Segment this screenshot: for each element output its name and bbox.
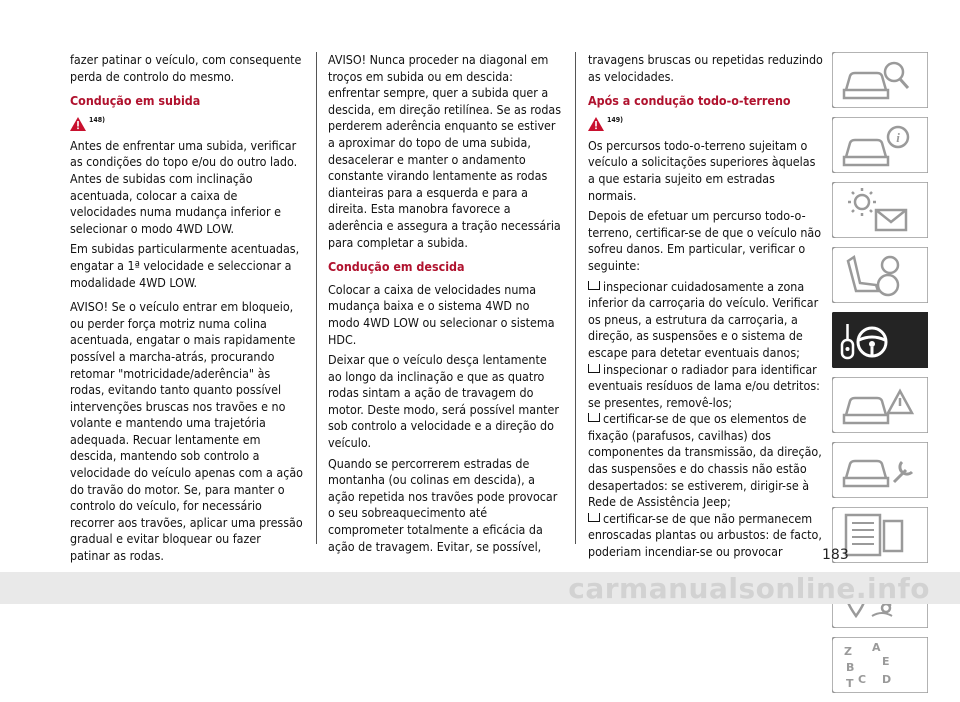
car-info-icon [832, 117, 928, 173]
bullet-icon [588, 364, 600, 373]
tab-safety[interactable] [832, 182, 928, 238]
index-letter: B [846, 661, 855, 674]
section-heading-uphill: Condução em subida [70, 93, 201, 109]
bullet-item: inspecionar cuidadosamente a zona inferior da carroçaria do veículo. Verificar os pneus, a estrutura da carroçaria, a direção, as suspensões e o sistema de escape para detetar eventuais danos; [588, 278, 819, 360]
bullet-icon [588, 281, 600, 290]
index-letter: D [882, 673, 892, 686]
bullet-item: inspecionar o radiador para identificar eventuais resíduos de lama e/ou detritos: se presentes, removê-los; [588, 361, 820, 410]
watermark-text: carmanualsonline.info [568, 572, 930, 605]
lights-message-icon [832, 182, 928, 238]
warning-reference-149[interactable] [588, 116, 824, 132]
warning-reference-148[interactable] [70, 116, 304, 132]
svg-text:i: i [896, 130, 900, 145]
tab-servicing[interactable] [832, 442, 928, 498]
watermark-bar [0, 572, 960, 604]
index-letter: Z [844, 645, 852, 658]
warning-triangle-icon [588, 117, 604, 131]
paragraph: travagens bruscas ou repetidas reduzindo as velocidades. [588, 52, 823, 84]
column-divider [575, 52, 576, 544]
bullet-item: certificar-se de que os elementos de fixação (parafusos, cavilhas) dos componentes da transmissão, da direção, das suspensões e do chassis não estão desapertados: se estiverem, dirigir-se à Rede de Assistência Jeep; [588, 411, 822, 510]
warning-triangle-icon [70, 117, 86, 131]
paragraph: AVISO! Nunca proceder na diagonal em troços em subida ou em descida: enfrentar sempre, quer a subida quer a descida, em direção retilínea. Se as rodas perderem aderência enquanto se estiver a aproximar do topo de uma subida, desacelerar e manter o andamento constante virando lentamente as rodas dianteiras para a esquerda e para a direita. Esta manobra favorece a aderência e assegura a tração necessária para completar a subida. [328, 52, 562, 250]
paragraph: AVISO! Se o veículo entrar em bloqueio, ou perder força motriz numa colina acentuada, engatar o mais rapidamente possível a marcha-atrás, procurando retomar "motricidade/aderência" às rodas, evitando tanto quanto possível intervenções bruscas nos travões e no volante e mantendo uma trajetória adequada. Recuar lentamente em descida, mantendo sob controlo a velocidade do veículo apenas com a ação do travão do motor. Se, para manter o controlo do veículo, for necessário recorrer aos travões, aplicar uma pressão gradual e evitar bloquear ou fazer patinar as rodas. [70, 299, 303, 564]
section-heading-after-offroad: Após a condução todo-o-terreno [588, 93, 791, 109]
car-warning-icon [832, 377, 928, 433]
car-wrench-icon [832, 442, 928, 498]
paragraph: Colocar a caixa de velocidades numa mudança baixa e o sistema 4WD no modo 4WD LOW ou selecionar o sistema HDC. [328, 281, 555, 347]
bullet-icon [588, 513, 600, 522]
key-steering-wheel-icon [832, 312, 928, 368]
warning-number: 149) [607, 116, 624, 125]
paragraph: Depois de efetuar um percurso todo-o-terreno, certificar-se de que o veículo não sofreu danos. Em particular, verificar o seguinte: [588, 208, 822, 273]
tab-getting-to-know-vehicle[interactable] [832, 52, 928, 108]
tab-seat-airbag[interactable] [832, 247, 928, 303]
index-letter: A [872, 641, 881, 654]
bullet-item: certificar-se de que não permanecem enroscadas plantas ou arbustos: de facto, poderiam incendiar-se ou provocar [588, 510, 822, 560]
index-letter: T [846, 677, 854, 690]
seat-airbag-icon [832, 247, 928, 303]
text-column-1 [70, 52, 304, 569]
paragraph: Antes de enfrentar uma subida, verificar as condições do topo e/ou do outro lado. Antes de subidas com inclinação acentuada, colocar a caixa de velocidades numa mudança inferior e selecionar o modo 4WD LOW. [70, 137, 298, 236]
bullet-icon [588, 413, 600, 422]
page-number: 183 [822, 547, 849, 563]
warning-number: 148) [89, 116, 106, 125]
tab-index[interactable] [832, 637, 928, 693]
paragraph: fazer patinar o veículo, com consequente perda de controlo do mesmo. [70, 52, 302, 84]
paragraph: Os percursos todo-o-terreno sujeitam o veículo a solicitações superiores àquelas a que estaria sujeito em estradas normais. [588, 137, 816, 203]
index-letter: E [882, 655, 890, 668]
paragraph: Em subidas particularmente acentuadas, engatar a 1ª velocidade e seleccionar a modalidade 4WD LOW. [70, 241, 300, 290]
text-column-2 [328, 52, 562, 559]
tab-starting-driving[interactable] [832, 312, 928, 368]
tab-emergency[interactable] [832, 377, 928, 433]
index-letters-icon [832, 637, 928, 693]
column-divider [316, 52, 317, 544]
paragraph: Quando se percorrerem estradas de montanha (ou colinas em descida), a ação repetida nos travões pode provocar o seu sobreaquecimento até comprometer totalmente a eficácia da ação de travagem. Evitar, se possível, [328, 455, 558, 554]
index-letter: C [858, 673, 867, 686]
car-search-icon [832, 52, 928, 108]
tab-dashboard[interactable] [832, 117, 928, 173]
section-heading-downhill: Condução em descida [328, 259, 465, 275]
paragraph: Deixar que o veículo desça lentamente ao longo da inclinação e que as quatro rodas sintam a ação de travagem do motor. Deste modo, será possível manter sob controlo a velocidade e a direção do veículo. [328, 352, 559, 451]
text-column-3 [588, 52, 824, 561]
